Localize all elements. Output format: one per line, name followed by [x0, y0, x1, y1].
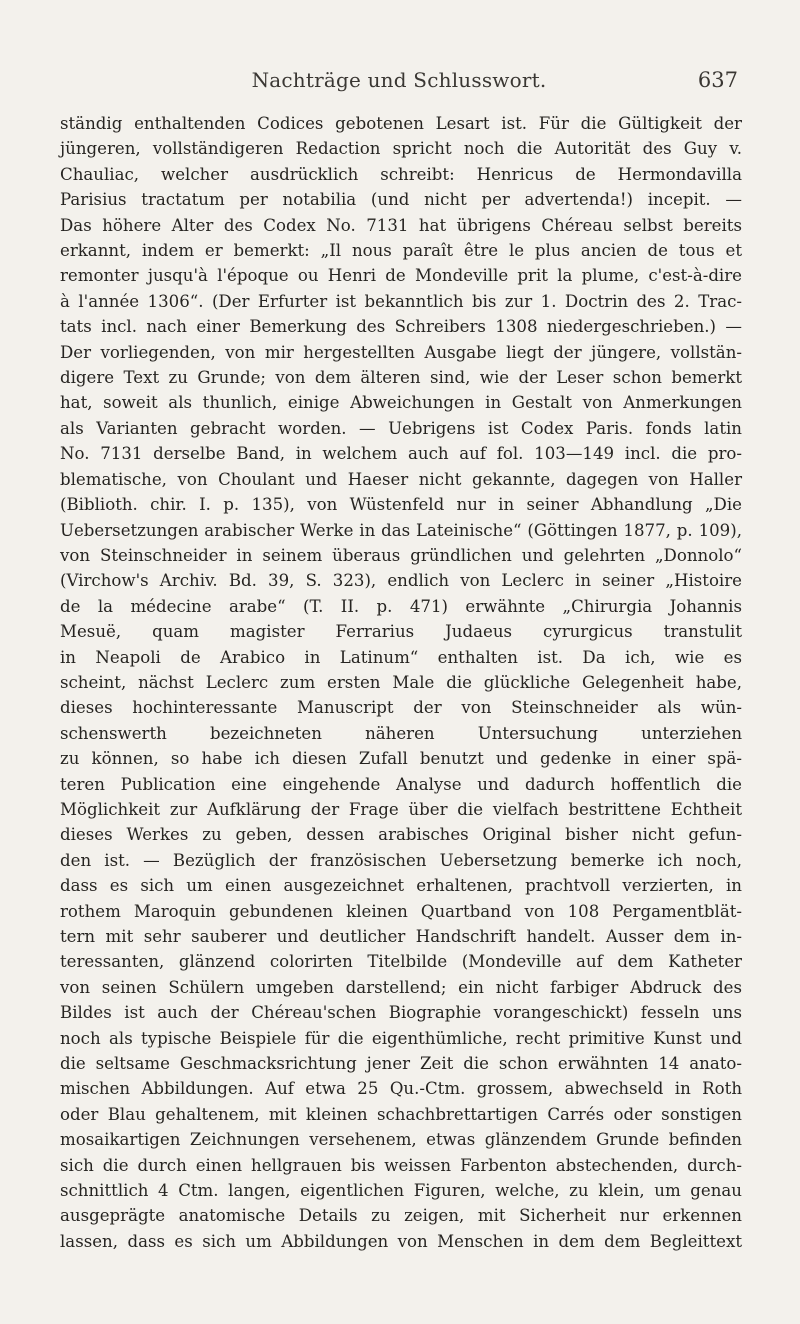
page-number: 637 [697, 68, 738, 92]
running-head: Nachträge und Schlusswort. [251, 68, 547, 92]
text-line: de la médecine arabe“ (T. II. p. 471) erwähnte „Chirurgia Johannis [60, 596, 742, 616]
text-line: teren Publication eine eingehende Analyse und dadurch hoffentlich die [60, 774, 742, 794]
text-line: schenswerth bezeichneten näheren Untersuchung unterziehen [60, 723, 742, 743]
text-line: schnittlich 4 Ctm. langen, eigentlichen Figuren, welche, zu klein, um genau [60, 1181, 742, 1201]
body-text [60, 111, 742, 1254]
text-line: Uebersetzungen arabischer Werke in das Lateinische“ (Göttingen 1877, p. 109), [60, 520, 742, 540]
text-line: Der vorliegenden, von mir hergestellten Ausgabe liegt der jüngere, vollstän- [60, 342, 742, 362]
text-line: Möglichkeit zur Aufklärung der Frage über die vielfach bestrittene Echtheit [60, 799, 742, 819]
text-line: Mesuë, quam magister Ferrarius Judaeus cyrurgicus transtulit [60, 622, 742, 642]
text-line: à l'année 1306“. (Der Erfurter ist bekanntlich bis zur 1. Doctrin des 2. Trac- [60, 291, 742, 311]
text-line: (Biblioth. chir. I. p. 135), von Wüstenfeld nur in seiner Abhandlung „Die [60, 495, 742, 515]
text-line: tats incl. nach einer Bemerkung des Schreibers 1308 niedergeschrieben.) — [60, 317, 742, 337]
text-line: No. 7131 derselbe Band, in welchem auch auf fol. 103—149 incl. die pro- [60, 444, 742, 464]
text-line: sich die durch einen hellgrauen bis weissen Farbenton abstechenden, durch- [60, 1155, 742, 1175]
text-line: tern mit sehr sauberer und deutlicher Handschrift handelt. Ausser dem in- [60, 927, 742, 946]
text-line: Parisius tractatum per notabilia (und nicht per advertenda!) incepit. — [60, 190, 742, 210]
text-line: als Varianten gebracht worden. — Uebrigens ist Codex Paris. fonds latin [60, 418, 742, 438]
text-line: ausgeprägte anatomische Details zu zeigen, mit Sicherheit nur erkennen [60, 1206, 742, 1226]
text-line: scheint, nächst Leclerc zum ersten Male die glückliche Gelegenheit habe, [60, 672, 742, 692]
text-line: dieses hochinteressante Manuscript der von Steinschneider als wün- [60, 698, 742, 718]
text-line: mischen Abbildungen. Auf etwa 25 Qu.-Ctm. grossem, abwechseld in Roth [60, 1079, 742, 1099]
text-line: mosaikartigen Zeichnungen versehenem, etwas glänzendem Grunde befinden [60, 1130, 742, 1150]
text-line: Das höhere Alter des Codex No. 7131 hat übrigens Chéreau selbst bereits [60, 215, 742, 235]
text-line: Chauliac, welcher ausdrücklich schreibt: Henricus de Hermondavilla [60, 164, 742, 184]
text-line: hat, soweit als thunlich, einige Abweichungen in Gestalt von Anmerkungen [60, 393, 742, 413]
text-line: die seltsame Geschmacksrichtung jener Zeit die schon erwähnten 14 anato- [60, 1054, 742, 1074]
text-line: rothem Maroquin gebundenen kleinen Quartband von 108 Pergamentblät- [60, 901, 742, 921]
text-line: ständig enthaltenden Codices gebotenen Lesart ist. Für die Gültigkeit der [60, 114, 742, 133]
text-line: remonter jusqu'à l'époque ou Henri de Mondeville prit la plume, c'est-à-dire [60, 266, 742, 286]
text-line: blematische, von Choulant und Haeser nicht gekannte, dagegen von Haller [60, 469, 742, 489]
text-line: zu können, so habe ich diesen Zufall benutzt und gedenke in einer spä- [60, 749, 742, 769]
text-line: digere Text zu Grunde; von dem älteren sind, wie der Leser schon bemerkt [60, 368, 742, 388]
text-line: noch als typische Beispiele für die eigenthümliche, recht primitive Kunst und [60, 1028, 742, 1048]
text-line: von Steinschneider in seinem überaus gründlichen und gelehrten „Donnolo“ [60, 545, 742, 565]
text-line: jüngeren, vollständigeren Redaction spricht noch die Autorität des Guy v. [60, 139, 742, 159]
text-line: lassen, dass es sich um Abbildungen von Menschen in dem dem Begleittext [60, 1231, 742, 1251]
text-line: den ist. — Bezüglich der französischen Uebersetzung bemerke ich noch, [60, 850, 742, 870]
text-line: erkannt, indem er bemerkt: „Il nous paraît être le plus ancien de tous et [60, 241, 742, 261]
text-line: (Virchow's Archiv. Bd. 39, S. 323), endlich von Leclerc in seiner „Histoire [60, 571, 742, 591]
text-line: dass es sich um einen ausgezeichnet erhaltenen, prachtvoll verzierten, in [60, 876, 742, 896]
text-line: oder Blau gehaltenem, mit kleinen schachbrettartigen Carrés oder sonstigen [60, 1104, 742, 1124]
text-line: in Neapoli de Arabico in Latinum“ enthalten ist. Da ich, wie es [60, 647, 742, 667]
text-line: von seinen Schülern umgeben darstellend; ein nicht farbiger Abdruck des [60, 977, 742, 997]
text-line: dieses Werkes zu geben, dessen arabisches Original bisher nicht gefun- [60, 825, 742, 845]
text-line: teressanten, glänzend colorirten Titelbilde (Mondeville auf dem Katheter [60, 952, 742, 972]
page-header [60, 68, 738, 98]
text-line: Bildes ist auch der Chéreau'schen Biographie vorangeschickt) fesseln uns [60, 1003, 742, 1023]
